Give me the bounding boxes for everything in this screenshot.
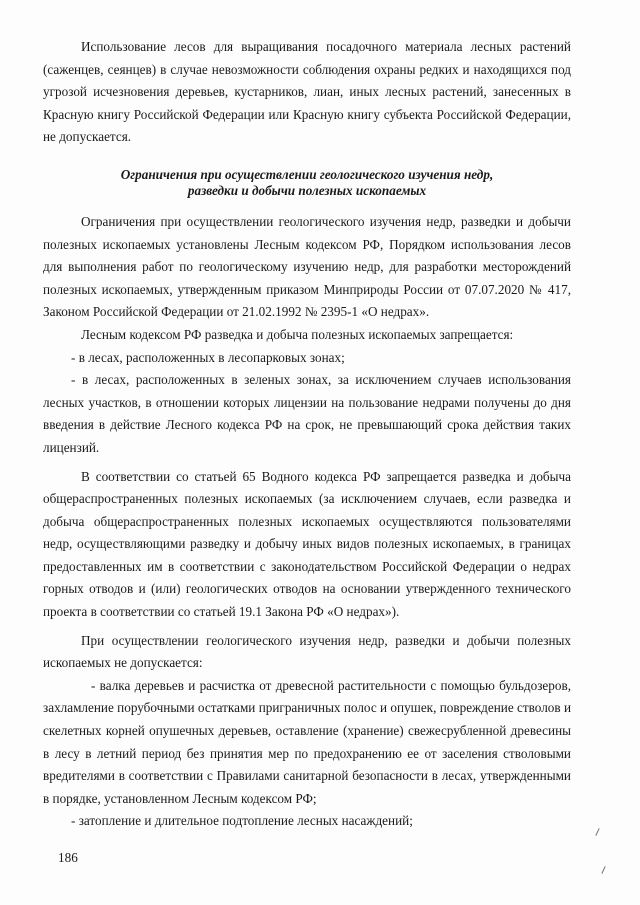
- document-body: [43, 36, 571, 833]
- list-item-green-zones: - в лесах, расположенных в зеленых зонах, за исключением случаев использования лесных участков, в отношении которых лицензии на пользование недрами получены до дня введения в действие Лесного кодекса РФ на срок, не превышающий срока действия таких лицензий.: [43, 372, 571, 455]
- section-heading-line-2: разведки и добычи полезных ископаемых: [187, 182, 427, 198]
- list-item-flooding: - затопление и длительное подтопление лесных насаждений;: [71, 813, 413, 829]
- paragraph-water-code: В соответствии со статьей 65 Водного кодекса РФ запрещается разведка и добыча общераспространенных полезных ископаемых (за исключением случаев, если разведка и добыча общераспространенных полезных ископаемых осуществляются пользователями недр, осуществляющими разведку и добычу иных видов полезных ископаемых, в границах предоставленных им в соответствии с законодательством Российской Федерации о недрах горных отводов и (или) геологических отводов на основании утвержденного технического проекта в соответствии со статьей 19.1 Закона РФ «О недрах»).: [43, 468, 571, 620]
- paragraph-seedling-restriction: Использование лесов для выращивания посадочного материала лесных растений (саженцев, сеянцев) в случае невозможности соблюдения охраны редких и находящихся под угрозой исчезновения деревьев, кустарников, лиан, иных лесных растений, занесенных в Красную книгу Российской Федерации или Красную книгу субъекта Российской Федерации, не допускается.: [43, 39, 571, 145]
- scan-mark: [595, 828, 599, 836]
- section-heading-line-1: Ограничения при осуществлении геологического изучения недр,: [120, 166, 494, 182]
- paragraph-not-allowed-intro: При осуществлении геологического изучения недр, разведки и добычи полезных ископаемых не допускается:: [43, 632, 571, 671]
- paragraph-forest-code-prohibition: Лесным кодексом РФ разведка и добыча полезных ископаемых запрещается:: [81, 326, 514, 342]
- list-item-forest-park-zones: - в лесах, расположенных в лесопарковых зонах;: [71, 349, 345, 365]
- list-item-tree-felling: - валка деревьев и расчистка от древесной растительности с помощью бульдозеров, захламление порубочными остатками приграничных полос и опушек, повреждение стволов и скелетных корней опушечных деревьев, оставление (хранение) свежесрубленной древесины в лесу в летний период без принятия мер по предохранению ее от заселения стволовыми вредителями в соответствии с Правилами санитарной безопасности в лесах, утвержденными в порядке, установленном Лесным кодексом РФ;: [43, 677, 571, 806]
- page-number: 186: [58, 850, 78, 865]
- section-heading: [43, 167, 571, 199]
- paragraph-restrictions-basis: Ограничения при осуществлении геологического изучения недр, разведки и добычи полезных ископаемых установлены Лесным кодексом РФ, Порядком использования лесов для выполнения работ по геологическому изучению недр, для разработки месторождений полезных ископаемых, утвержденным приказом Минприроды России от 07.07.2020 № 417, Законом Российской Федерации от 21.02.1992 № 2395-1 «О недрах».: [43, 213, 571, 320]
- scan-mark: [601, 866, 605, 874]
